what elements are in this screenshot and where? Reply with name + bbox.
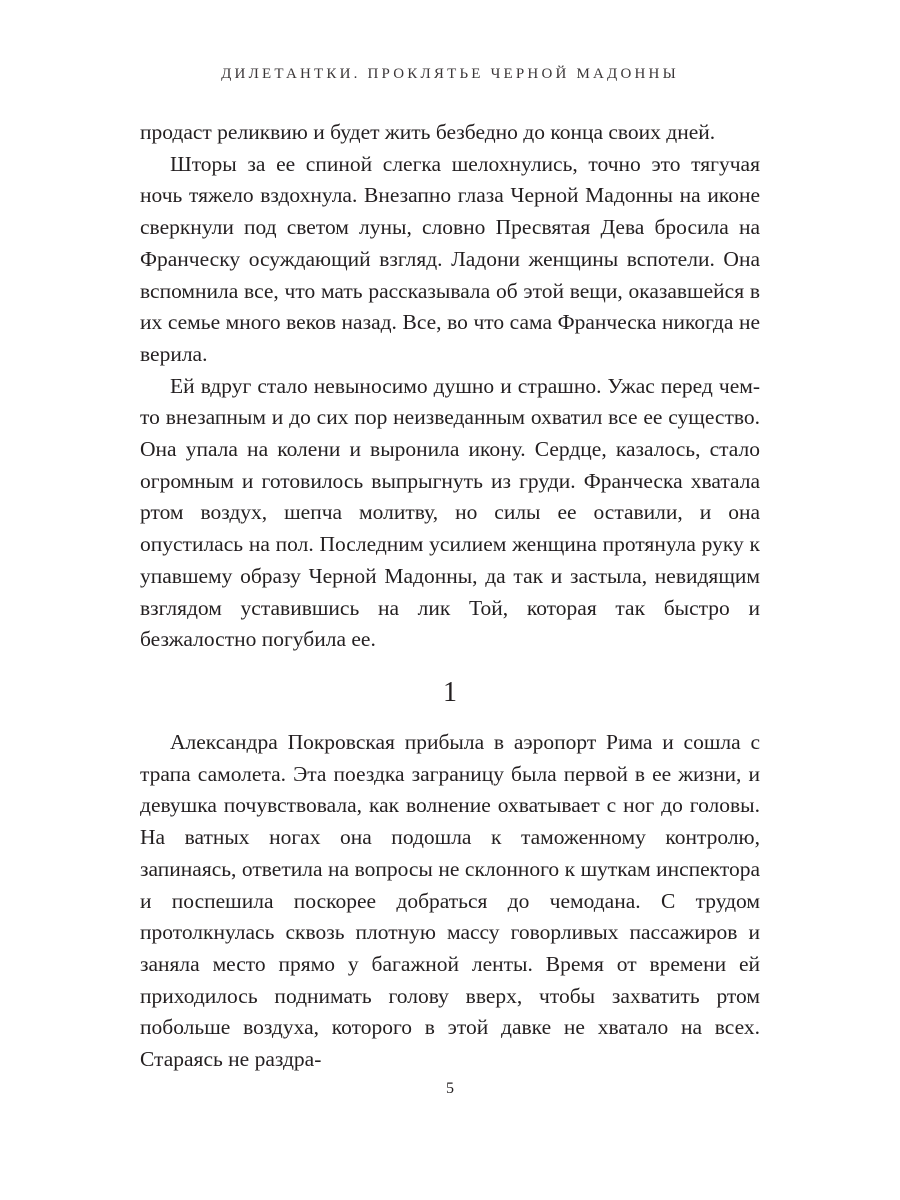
paragraph: Ей вдруг стало невыносимо душно и страшно. Ужас перед чем-то внезапным и до сих пор неизведанным охватил все ее существо. Она упала на колени и выронила икону. Сердце, казалось, стало огромным и готовилось выпрыгнуть из груди. Франческа хватала ртом воздух, шепча молитву, но силы ее оставили, и она опустилась на пол. Последним усилием женщина протянула руку к упавшему образу Черной Мадонны, да так и застыла, невидящим взглядом уставившись на лик Той, которая так быстро и безжалостно погубила ее. bbox=[140, 373, 760, 652]
paragraph: Шторы за ее спиной слегка шелохнулись, точно это тягучая ночь тяжело вздохнула. Внезапно глаза Черной Мадонны на иконе сверкнули под светом луны, словно Пресвятая Дева бросила на Франческу осуждающий взгляд. Ладони женщины вспотели. Она вспомнила все, что мать рассказывала об этой вещи, оказавшейся в их семье много веков назад. Все, во что сама Франческа никогда не верила. bbox=[140, 151, 760, 366]
text-block-2 bbox=[140, 727, 760, 1076]
paragraph: Александра Покровская прибыла в аэропорт Рима и сошла с трапа самолета. Эта поездка заграницу была первой в ее жизни, и девушка почувствовала, как волнение охватывает с ног до головы. На ватных ногах она подошла к таможенному контролю, запинаясь, ответила на вопросы не склонного к шуткам инспектора и поспешила поскорее добраться до чемодана. С трудом протолкнулась сквозь плотную массу говорливых пассажиров и заняла место прямо у багажной ленты. Время от времени ей приходилось поднимать голову вверх, чтобы захватить ртом побольше воздуха, которого в этой давке не хватало на всех. Стараясь не раздра- bbox=[140, 730, 760, 1072]
page-number: 5 bbox=[446, 1080, 454, 1097]
text-block-1 bbox=[140, 117, 760, 656]
running-head: ДИЛЕТАНТКИ. ПРОКЛЯТЬЕ ЧЕРНОЙ МАДОННЫ bbox=[221, 66, 679, 82]
paragraph-continued: продаст реликвию и будет жить безбедно до конца своих дней. bbox=[140, 120, 716, 144]
chapter-number: 1 bbox=[443, 677, 457, 708]
